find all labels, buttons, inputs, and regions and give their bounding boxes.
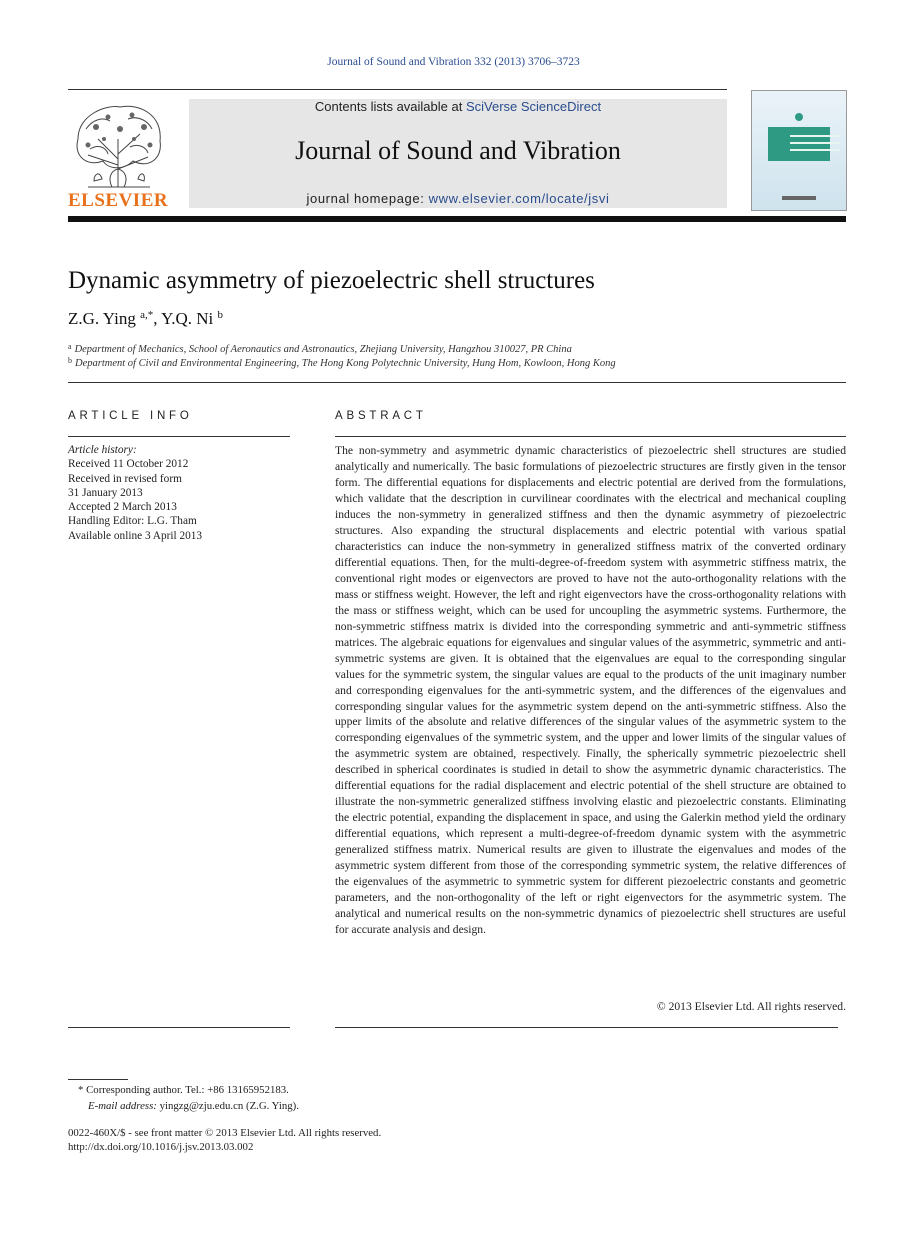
journal-homepage xyxy=(189,191,727,206)
affiliation-mark: a xyxy=(68,342,72,351)
contents-prefix: Contents lists available at xyxy=(314,99,466,114)
author-list xyxy=(68,309,223,329)
email-address[interactable]: yingzg@zju.edu.cn (Z.G. Ying). xyxy=(156,1100,299,1112)
sciencedirect-link[interactable]: SciVerse ScienceDirect xyxy=(465,99,602,114)
homepage-prefix: journal homepage: xyxy=(306,191,429,206)
abstract-end-rule xyxy=(335,1027,838,1028)
history-title: Article history: xyxy=(68,444,137,456)
header-divider xyxy=(68,382,846,383)
journal-citation[interactable]: Journal of Sound and Vibration 332 (2013) 3706–3723 xyxy=(327,56,580,68)
author-separator: , xyxy=(153,309,162,328)
masthead-bottom-rule xyxy=(68,216,846,222)
history-item: 31 January 2013 xyxy=(68,486,143,499)
article-history xyxy=(68,443,290,543)
cover-title-line xyxy=(790,149,840,151)
abstract-rule xyxy=(335,436,846,437)
affiliation-text: Department of Civil and Environmental Engineering, The Hong Kong Polytechnic University, Hung Hom, Kowloon, Hong Kong xyxy=(75,358,616,369)
journal-cover-thumbnail xyxy=(751,90,847,211)
history-item: Available online 3 April 2013 xyxy=(68,529,203,542)
history-item: Handling Editor: L.G. Tham xyxy=(68,515,197,528)
article-info-rule xyxy=(68,436,290,437)
contents-line xyxy=(189,99,727,114)
footnote-rule xyxy=(68,1079,128,1080)
article-info-heading: ARTICLE INFO xyxy=(68,410,193,422)
abstract-text: The non-symmetry and asymmetric dynamic characteristics of piezoelectric shell structures are studied analytically and numerically. The basic formulations of piezoelectric structures are firstly given in the tensor form. The differential equations for displacements and electric potential are derived from the formulations, which validate that the description in curvilinear coordinates with the electrical and mechanical coupling induces the non-symmetry in generalized stiffness and then the dynamic asymmetry of piezoelectric structures. Also expanding the structural displacements and electric potential with various spatial characteristics can induce the non-symmetry in generalized stiffness matrix of the converted ordinary differential equations. Then, for the multi-degree-of-freedom system with asymmetric stiffness matrix, the conventional right modes or eigenvectors are proved to have not the auto-orthogonality relations with the mass or stiffness weight. However, the left and right eigenvectors have the cross-orthogonality relations with the mass or stiffness weight, which can be used for uncoupling the asymmetric systems. Furthermore, the non-symmetric stiffness matrix is divided into the corresponding symmetric and anti-symmetric stiffness matrices. The algebraic equations for eigenvalues and singular values of the asymmetric, symmetric and anti-symmetric systems are given. It is obtained that the eigenvalues are equal to the corresponding singular values for the symmetric system, the singular values are equal to the products of the unit imaginary number and corresponding eigenvalues for the anti-symmetric system, and the differences of the eigenvalues and corresponding singular values for the asymmetric system depend on the anti-symmetric stiffness. Also the upper limits of the absolute and relative differences of the singular values of the asymmetric system to the corresponding eigenvalues of the symmetric system, and the upper and lower limits of the singular values of the asymmetric system are obtained, respectively. Finally, the spherically symmetric piezoelectric shell described in spherical coordinates is studied in detail to show the asymmetric dynamic characteristics. The differential equations for the radial displacement and electric potential of the shell structure are obtained to illustrate the non-symmetric generalized stiffness involving elastic and piezoelectric constants. Eliminating the electric potential, expanding the displacement in space, and using the Galerkin method yield the ordinary differential equations, which represent a multi-degree-of-freedom dynamic system with the asymmetric generalized stiffness matrix. Numerical results are given to illustrate the eigenvalues and modes of the asymmetric system different from those of the corresponding symmetric system, the relative differences of the eigenvalues of the asymmetric to symmetric system for different piezoelectric constants and geometric parameters, and the non-orthogonality of the left or right eigenvectors for the asymmetric system. The analytical and numerical results on the non-symmetric dynamics of piezoelectric shell structures are useful for accurate analysis and design. xyxy=(335,444,846,937)
abstract-heading: ABSTRACT xyxy=(335,410,427,422)
email-note xyxy=(88,1100,299,1112)
affiliation xyxy=(68,356,616,369)
history-item: Received in revised form xyxy=(68,472,182,485)
email-label: E-mail address: xyxy=(88,1100,157,1112)
author-affiliation-mark[interactable]: a,* xyxy=(140,309,154,321)
masthead-top-rule xyxy=(68,89,727,90)
cover-title-block xyxy=(768,127,830,161)
elsevier-wordmark: ELSEVIER xyxy=(68,190,169,211)
article-info-end-rule xyxy=(68,1027,290,1028)
journal-name: Journal of Sound and Vibration xyxy=(295,136,621,165)
cover-title-line xyxy=(790,142,840,144)
history-item: Accepted 2 March 2013 xyxy=(68,501,177,514)
homepage-link[interactable]: www.elsevier.com/locate/jsvi xyxy=(428,191,610,206)
cover-title-line xyxy=(790,135,840,137)
corresponding-author-note: * Corresponding author. Tel.: +86 13165952183. xyxy=(78,1084,289,1096)
history-item: Received 11 October 2012 xyxy=(68,458,189,471)
author-affiliation-mark[interactable]: b xyxy=(217,309,223,321)
author-name: Y.Q. Ni xyxy=(161,309,214,328)
issn-line: 0022-460X/$ - see front matter © 2013 Elsevier Ltd. All rights reserved. xyxy=(68,1127,382,1139)
affiliation xyxy=(68,342,572,355)
abstract-copyright: © 2013 Elsevier Ltd. All rights reserved. xyxy=(656,1000,846,1013)
doi-link[interactable]: http://dx.doi.org/10.1016/j.jsv.2013.03.002 xyxy=(68,1141,254,1153)
article-title: Dynamic asymmetry of piezoelectric shell structures xyxy=(68,267,595,294)
affiliation-mark: b xyxy=(68,356,72,365)
affiliation-text: Department of Mechanics, School of Aeronautics and Astronautics, Zhejiang University, Hangzhou 310027, PR China xyxy=(74,344,572,355)
author-name: Z.G. Ying xyxy=(68,309,136,328)
cover-emblem-icon xyxy=(795,113,803,121)
cover-publisher-mark xyxy=(782,196,816,200)
